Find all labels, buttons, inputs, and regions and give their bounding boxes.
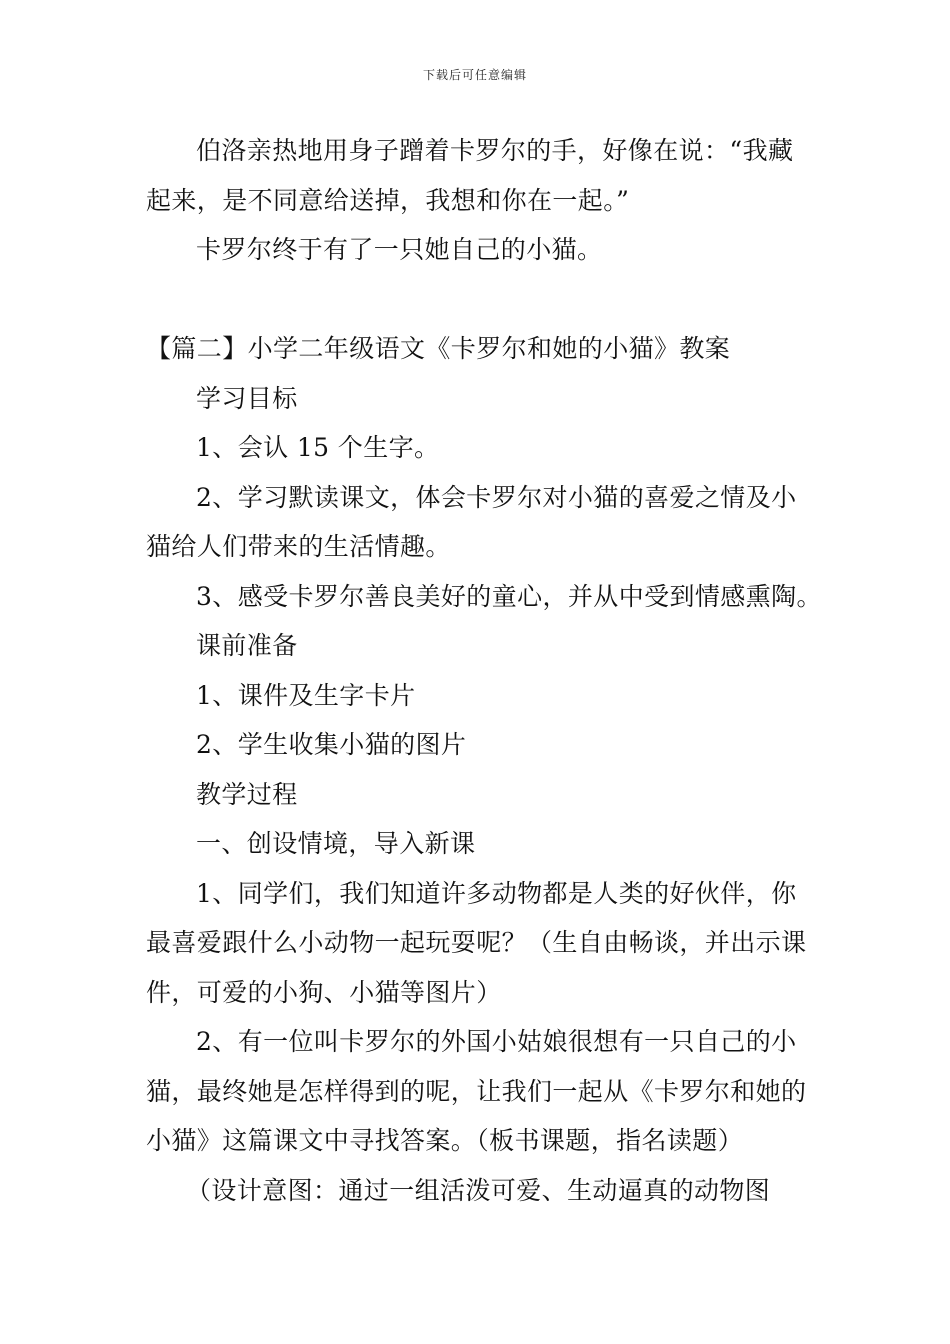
- blank-line: [146, 275, 814, 325]
- paragraph: 2、学习默读课文，体会卡罗尔对小猫的喜爱之情及小猫给人们带来的生活情趣。: [146, 482, 797, 561]
- paragraph: 1、课件及生字卡片: [196, 680, 416, 710]
- page-header: 下载后可任意编辑: [422, 68, 527, 82]
- paragraph: 一、创设情境，导入新课: [196, 829, 476, 858]
- paragraph: 3、感受卡罗尔善良美好的童心，并从中受到情感熏陶。: [196, 581, 822, 611]
- heading-process: 教学过程: [196, 779, 298, 809]
- paragraph: 2、学生收集小猫的图片: [196, 730, 467, 759]
- paragraph: 卡罗尔终于有了一只她自己的小猫。: [196, 235, 603, 264]
- paragraph: 1、同学们，我们知道许多动物都是人类的好伙伴，你最喜爱跟什么小动物一起玩耍呢？（生自由畅谈，并出示课件，可爱的小狗、小猫等图片）: [146, 878, 807, 1007]
- paragraph: 2、有一位叫卡罗尔的外国小姑娘很想有一只自己的小猫，最终她是怎样得到的呢，让我们一起从《卡罗尔和她的小猫》这篇课文中寻找答案。（板书课题，指名读题）: [146, 1027, 807, 1155]
- heading-preparation: 课前准备: [196, 631, 298, 660]
- paragraph: （设计意图：通过一组活泼可爱、生动逼真的动物图: [186, 1175, 771, 1205]
- paragraph: 1、会认 15 个生字。: [196, 433, 440, 462]
- document-body: [146, 126, 822, 1215]
- section-title: 【篇二】小学二年级语文《卡罗尔和她的小猫》教案: [146, 334, 731, 363]
- paragraph: 伯洛亲热地用身子蹭着卡罗尔的手，好像在说：“我藏起来，是不同意给送掉，我想和你在一起。”: [146, 136, 794, 215]
- heading-learning-goals: 学习目标: [196, 383, 298, 413]
